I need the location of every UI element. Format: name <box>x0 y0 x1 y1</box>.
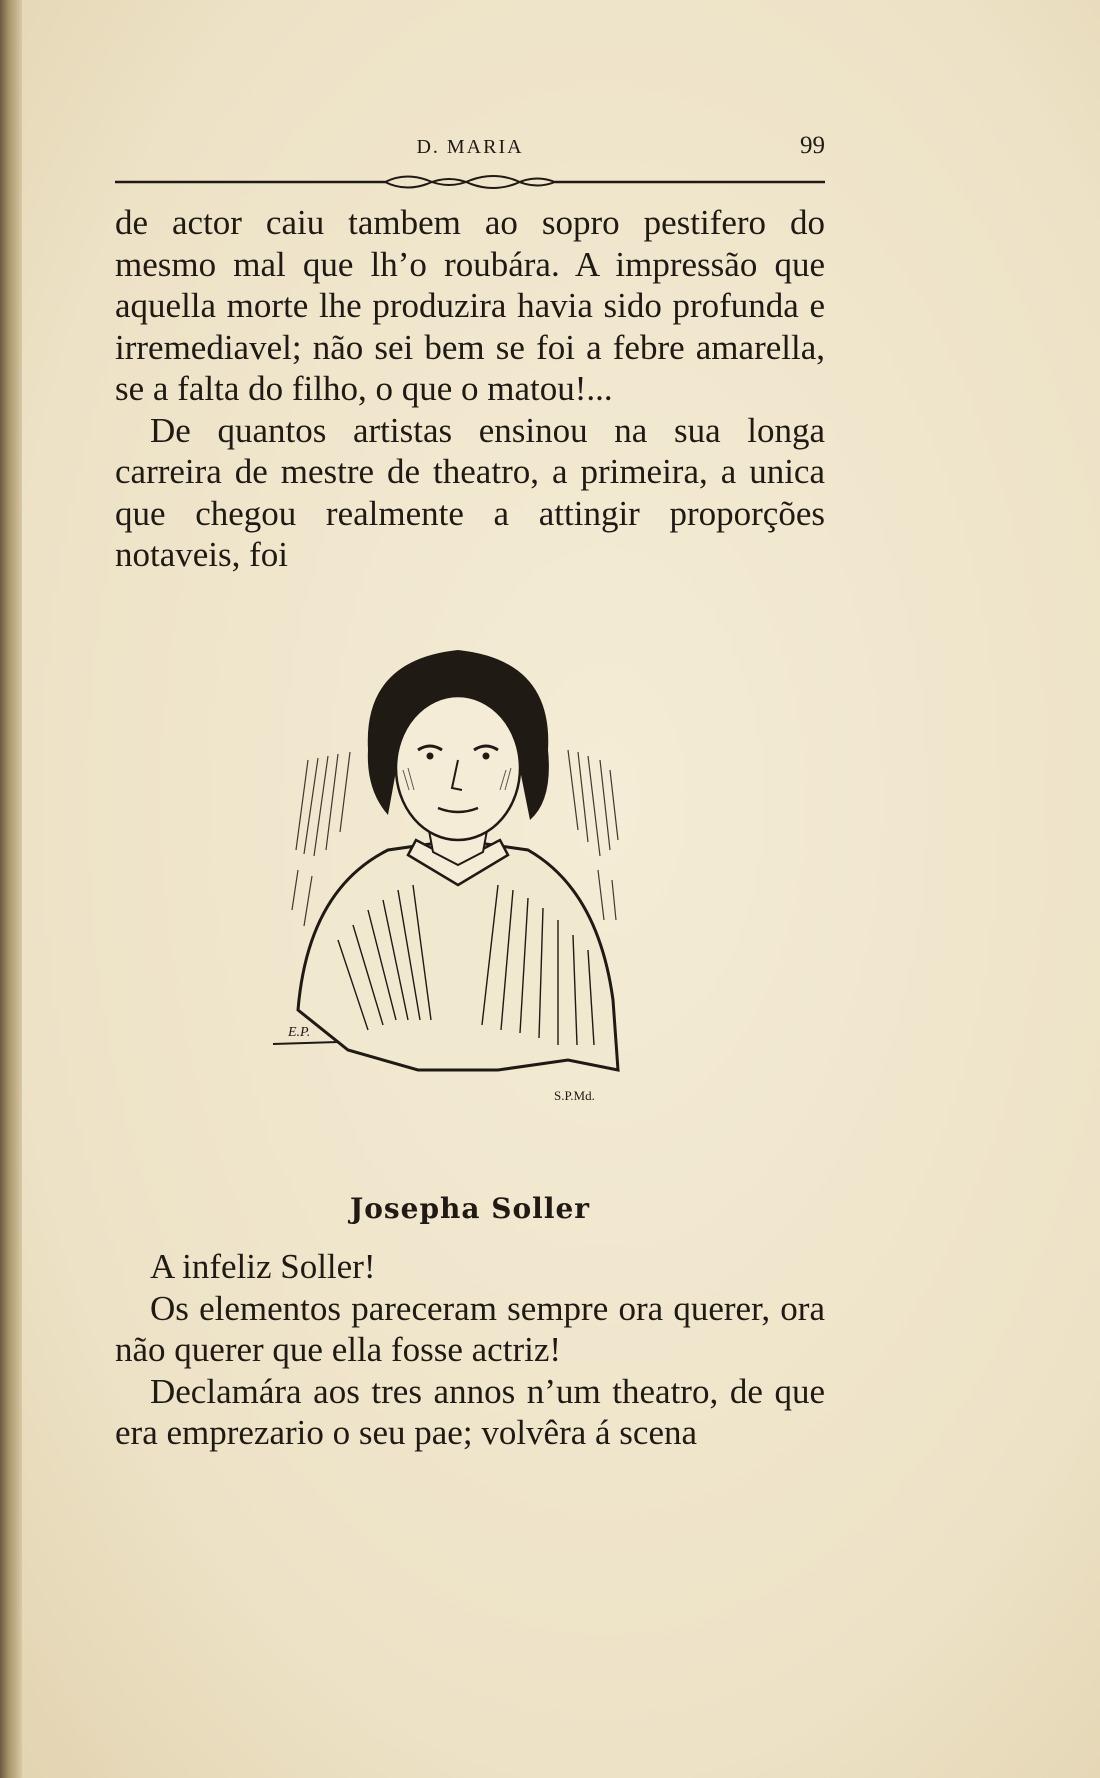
text-block-bottom <box>115 1246 825 1454</box>
paragraph: A infeliz Soller! <box>150 1247 376 1286</box>
portrait-caption: Josepha Soller <box>349 1192 591 1225</box>
signature-right: S.P.Md. <box>554 1088 595 1103</box>
page-number: 99 <box>800 132 825 159</box>
page-header <box>115 132 825 162</box>
book-binding-edge <box>0 0 22 1778</box>
paragraph: De quantos artistas ensinou na sua longa carreira de mestre de theatro, a primeira, a unica que chegou realmente a attingir proporções notaveis, foi <box>115 410 825 574</box>
paragraph: Declamára aos tres annos n’um theatro, de que era emprezario o seu pae; volvêra á scena <box>115 1371 825 1452</box>
ornament-rule <box>115 170 825 194</box>
text-block-top <box>115 202 825 576</box>
portrait-engraving <box>268 640 648 1120</box>
running-title: D. MARIA <box>416 136 524 158</box>
paragraph: Os elementos pareceram sempre ora querer, ora não querer que ella fosse actriz! <box>115 1288 825 1369</box>
signature-left: E.P. <box>288 1025 311 1040</box>
paragraph: de actor caiu tambem ao sopro pestifero do mesmo mal que lh’o roubára. A impressão que aquella morte lhe produzira havia sido profunda e irremediavel; não sei bem se foi a febre amarella, se a falta do filho, o que o matou!... <box>115 203 825 408</box>
